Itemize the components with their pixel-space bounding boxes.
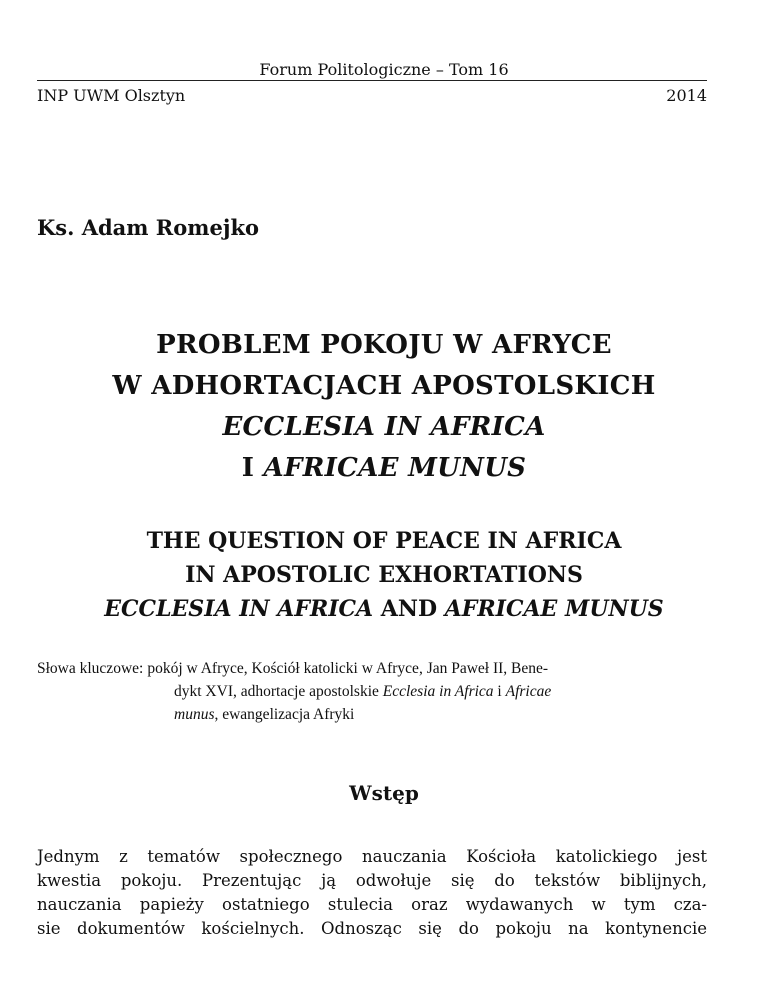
- keywords-block: [37, 657, 707, 726]
- keywords-italic-2: Africae: [505, 683, 552, 700]
- title-pl-line-4-italic: AFRICAE MUNUS: [263, 453, 527, 483]
- header-meta: [37, 86, 707, 105]
- body-line: kwestia pokoju. Prezentując ją odwołuje się do tekstów biblijnych,: [37, 871, 707, 890]
- keywords-line-2b: i: [493, 683, 506, 700]
- institution: INP UWM Olsztyn: [37, 86, 186, 105]
- title-en-line-2: IN APOSTOLIC EXHORTATIONS: [185, 562, 583, 588]
- keywords-italic-3: munus: [174, 706, 215, 723]
- keywords-italic-1: Ecclesia in Africa: [382, 683, 494, 700]
- title-en-italic-a: ECCLESIA IN AFRICA: [104, 596, 374, 622]
- title-en-line-1: THE QUESTION OF PEACE IN AFRICA: [146, 528, 622, 554]
- title-en-italic-b: AFRICAE MUNUS: [444, 596, 664, 622]
- body-paragraph: [37, 845, 707, 941]
- title-polish: [0, 325, 768, 489]
- keywords-row-1: [37, 657, 707, 680]
- body-line: nauczania papieży ostatniego stulecia oraz wydawanych w tym cza-: [37, 895, 707, 914]
- title-pl-line-4-prefix: I: [241, 453, 264, 483]
- title-pl-line-4: [0, 448, 768, 489]
- title-en-and: AND: [373, 596, 445, 622]
- section-title: Wstęp: [349, 781, 419, 805]
- header-rule: [37, 80, 707, 81]
- title-en-line-3: [0, 592, 768, 626]
- keywords-row-2: [174, 680, 707, 703]
- journal-title: Forum Politologiczne – Tom 16: [259, 60, 509, 79]
- body-line: sie dokumentów kościelnych. Odnosząc się do pokoju na kontynencie: [37, 919, 707, 938]
- keywords-label: Słowa kluczowe:: [37, 660, 144, 677]
- keywords-line-3: , ewangelizacja Afryki: [214, 706, 355, 723]
- keywords-line-2a: dykt XVI, adhortacje apostolskie: [174, 683, 383, 700]
- body-line: Jednym z tematów społecznego nauczania Kościoła katolickiego jest: [37, 847, 707, 866]
- author-name: Ks. Adam Romejko: [37, 215, 260, 240]
- keywords-row-3: [174, 703, 707, 726]
- title-pl-line-2: W ADHORTACJACH APOSTOLSKICH: [112, 371, 656, 401]
- keywords-line-1: pokój w Afryce, Kościół katolicki w Afryce, Jan Paweł II, Bene-: [147, 660, 549, 677]
- title-english: [0, 524, 768, 626]
- title-pl-line-1: PROBLEM POKOJU W AFRYCE: [156, 330, 612, 360]
- year: 2014: [666, 86, 707, 105]
- title-pl-line-3: ECCLESIA IN AFRICA: [222, 412, 546, 442]
